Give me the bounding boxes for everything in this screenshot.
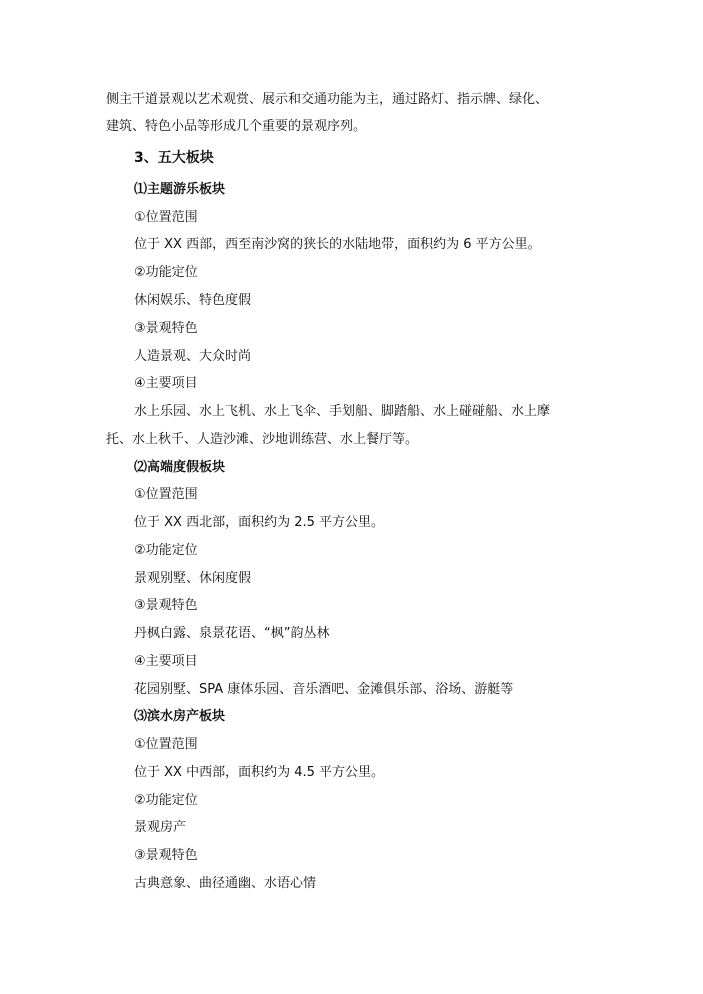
block-1-location-label: ①位置范围 [134, 210, 198, 225]
block-1-function-text: 休闲娱乐、特色度假 [134, 293, 252, 308]
block-1-title: ⑴主题游乐板块 [134, 182, 226, 197]
block-1-landscape-text: 人造景观、大众时尚 [134, 349, 252, 364]
block-1-projects-line-1: 水上乐园、水上飞机、水上飞伞、手划船、脚踏船、水上碰碰船、水上摩 [134, 404, 551, 419]
block-1-projects-label: ④主要项目 [134, 376, 198, 391]
block-3-function-text: 景观房产 [134, 820, 187, 835]
block-3-title: ⑶滨水房产板块 [134, 709, 226, 724]
block-2-landscape-label: ③景观特色 [134, 598, 198, 613]
block-2-location-label: ①位置范围 [134, 487, 198, 502]
block-2-projects-label: ④主要项目 [134, 654, 198, 669]
block-1-location-text: 位于 XX 西部，西至南沙窝的狭长的水陆地带，面积约为 6 平方公里。 [134, 237, 541, 252]
intro-line-1: 侧主干道景观以艺术观赏、展示和交通功能为主，通过路灯、指示牌、绿化、 [106, 92, 549, 107]
block-2-landscape-text: 丹枫白露、泉景花语、“枫”韵丛林 [134, 626, 330, 641]
block-3-location-label: ①位置范围 [134, 737, 198, 752]
block-3-landscape-label: ③景观特色 [134, 848, 198, 863]
block-3-location-text: 位于 XX 中西部，面积约为 4.5 平方公里。 [134, 765, 385, 780]
block-1-function-label: ②功能定位 [134, 265, 198, 280]
block-1-projects-line-2: 托、水上秋千、人造沙滩、沙地训练营、水上餐厅等。 [106, 432, 419, 447]
block-2-title: ⑵高端度假板块 [134, 460, 226, 475]
block-3-function-label: ②功能定位 [134, 793, 198, 808]
block-1-landscape-label: ③景观特色 [134, 321, 198, 336]
block-2-function-label: ②功能定位 [134, 543, 198, 558]
block-2-projects-line-1: 花园别墅、SPA 康体乐园、音乐酒吧、金滩俱乐部、浴场、游艇等 [134, 682, 514, 697]
block-3-landscape-text: 古典意象、曲径通幽、水语心情 [134, 876, 317, 891]
intro-line-2: 建筑、特色小品等形成几个重要的景观序列。 [106, 119, 367, 134]
block-2-function-text: 景观别墅、休闲度假 [134, 571, 252, 586]
block-2-location-text: 位于 XX 西北部，面积约为 2.5 平方公里。 [134, 515, 385, 530]
section-title: 3、五大板块 [134, 150, 214, 166]
